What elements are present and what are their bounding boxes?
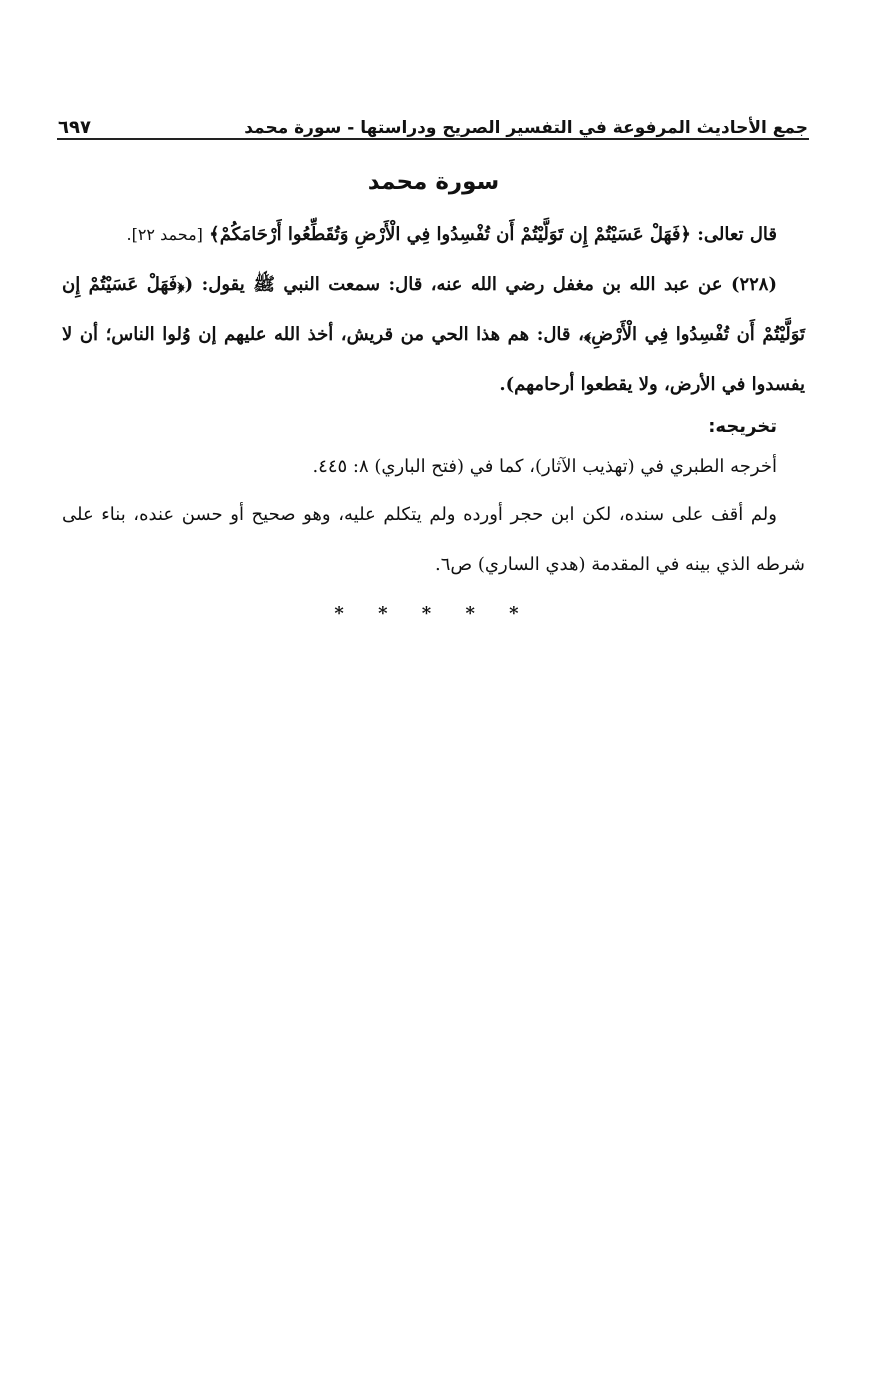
verse-paragraph bbox=[62, 210, 805, 260]
grading-note: ولم أقف على سنده، لكن ابن حجر أورده ولم يتكلم عليه، وهو صحيح أو حسن عنده، بناء على شرطه الذي بينه في المقدمة (هدي الساري) ص٦. bbox=[62, 504, 805, 575]
hadith-text: ، قال: هم هذا الحي من قريش، أخذ الله عليهم إن وُلوا الناس؛ أن لا يفسدوا في الأرض، ولا يقطعوا أرحامهم). bbox=[62, 324, 805, 395]
verse-intro-label: قال تعالى: bbox=[697, 224, 777, 245]
takhrij-line: أخرجه الطبري في (تهذيب الآثار)، كما في (فتح الباري) ٨: ٤٤٥. bbox=[312, 456, 777, 477]
hadith-verse: (﴿فَهَلْ عَسَيْتُمْ إِن تَوَلَّيْتُمْ أَن تُفْسِدُوا فِي الْأَرْضِ﴾ bbox=[62, 274, 805, 345]
page-body bbox=[62, 160, 805, 634]
hadith-chain: عن عبد الله بن مغفل رضي الله عنه، قال: سمعت النبي ﷺ يقول: bbox=[201, 274, 723, 295]
header-rule bbox=[57, 138, 809, 140]
running-header bbox=[58, 108, 808, 138]
takhrij-heading: تخريجه: bbox=[708, 416, 777, 437]
page-number: ٦٩٧ bbox=[58, 117, 91, 138]
hadith-number: (٢٢٨) bbox=[730, 274, 778, 295]
hadith-paragraph bbox=[62, 260, 805, 410]
section-separator: * * * * * bbox=[334, 603, 533, 624]
header-title: جمع الأحاديث المرفوعة في التفسير الصريح ودراستها - سورة محمد bbox=[244, 118, 808, 138]
verse-reference: [محمد ٢٢]. bbox=[126, 225, 203, 244]
quran-verse: ﴿فَهَلْ عَسَيْتُمْ إِن تَوَلَّيْتُمْ أَن تُفْسِدُوا فِي الْأَرْضِ وَتُقَطِّعُوا أَرْحَامَكُمْ﴾ bbox=[209, 224, 691, 245]
surah-title: سورة محمد bbox=[367, 169, 500, 195]
